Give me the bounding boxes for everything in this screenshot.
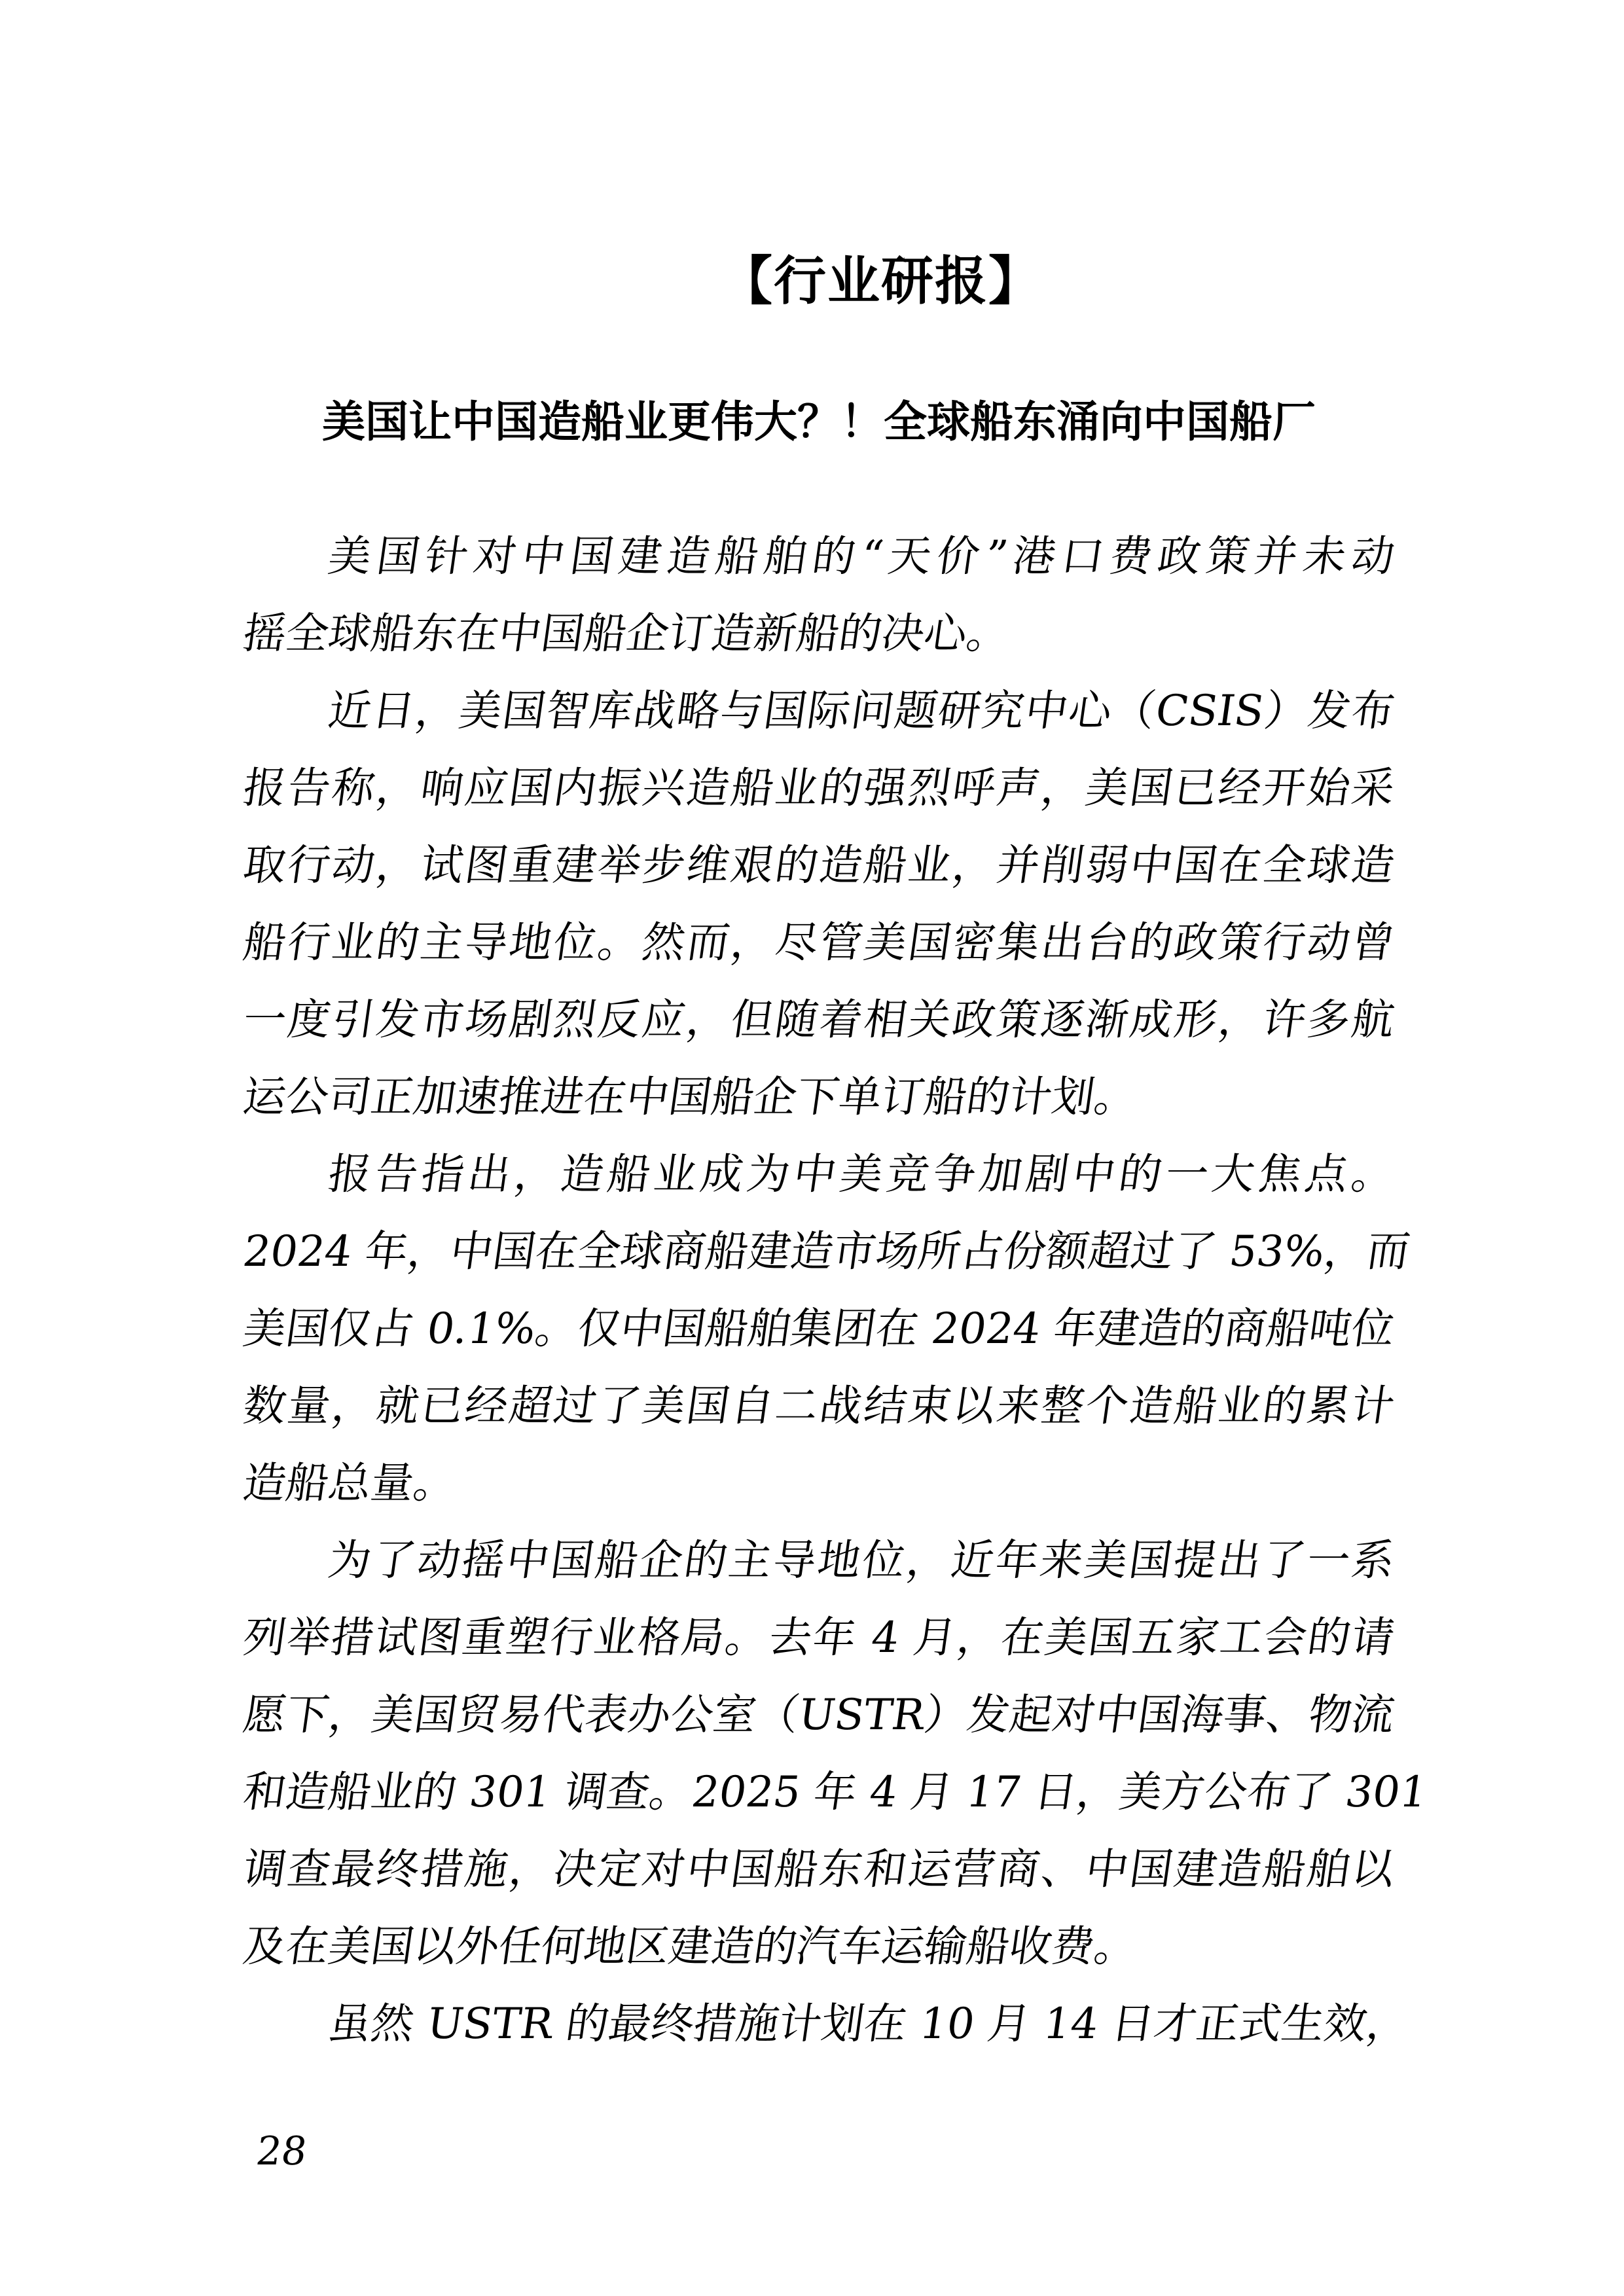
body-line: 报告指出，造船业成为中美竞争加剧中的一大焦点。 xyxy=(325,1150,1398,1199)
body-line: 美国针对中国建造船舶的“天价”港口费政策并未动 xyxy=(325,532,1398,581)
body-line: 数量，就已经超过了美国自二战结束以来整个造船业的累计 xyxy=(240,1382,1398,1431)
article-body xyxy=(240,518,1431,2063)
body-line: 一度引发市场剧烈反应，但随着相关政策逐渐成形，许多航 xyxy=(240,996,1398,1045)
article-title: 美国让中国造船业更伟大？！全球船东涌向中国船厂 xyxy=(322,397,1316,446)
body-line: 摇全球船东在中国船企订造新船的决心。 xyxy=(240,609,1013,658)
body-line: 2024 年，中国在全球商船建造市场所占份额超过了 53%，而 xyxy=(240,1227,1413,1276)
body-line: 为了动摇中国船企的主导地位，近年来美国提出了一系 xyxy=(325,1536,1398,1585)
body-line: 美国仅占 0.1%。仅中国船舶集团在 2024 年建造的商船吨位 xyxy=(240,1304,1398,1354)
body-line: 虽然 USTR 的最终措施计划在 10 月 14 日才正式生效， xyxy=(325,2000,1413,2049)
body-line: 造船总量。 xyxy=(240,1459,460,1508)
page-number: 28 xyxy=(253,2128,310,2174)
section-header: 【行业研报】 xyxy=(720,252,1042,310)
body-line: 调查最终措施，决定对中国船东和运营商、中国建造船舶以 xyxy=(240,1845,1398,1894)
body-line: 和造船业的 301 调查。2025 年 4 月 17 日，美方公布了 301 xyxy=(240,1768,1431,1817)
body-line: 运公司正加速推进在中国船企下单订船的计划。 xyxy=(240,1073,1141,1122)
body-line: 愿下，美国贸易代表办公室（USTR）发起对中国海事、物流 xyxy=(240,1691,1398,1740)
body-line: 及在美国以外任何地区建造的汽车运输船收费。 xyxy=(240,1922,1141,1971)
body-line: 列举措试图重塑行业格局。去年 4 月，在美国五家工会的请 xyxy=(240,1613,1398,1662)
body-line: 报告称，响应国内振兴造船业的强烈呼声，美国已经开始采 xyxy=(240,764,1398,813)
body-line: 近日，美国智库战略与国际问题研究中心（CSIS）发布 xyxy=(325,687,1398,736)
body-line: 船行业的主导地位。然而，尽管美国密集出台的政策行动曾 xyxy=(240,918,1398,967)
body-line: 取行动，试图重建举步维艰的造船业，并削弱中国在全球造 xyxy=(240,841,1398,890)
